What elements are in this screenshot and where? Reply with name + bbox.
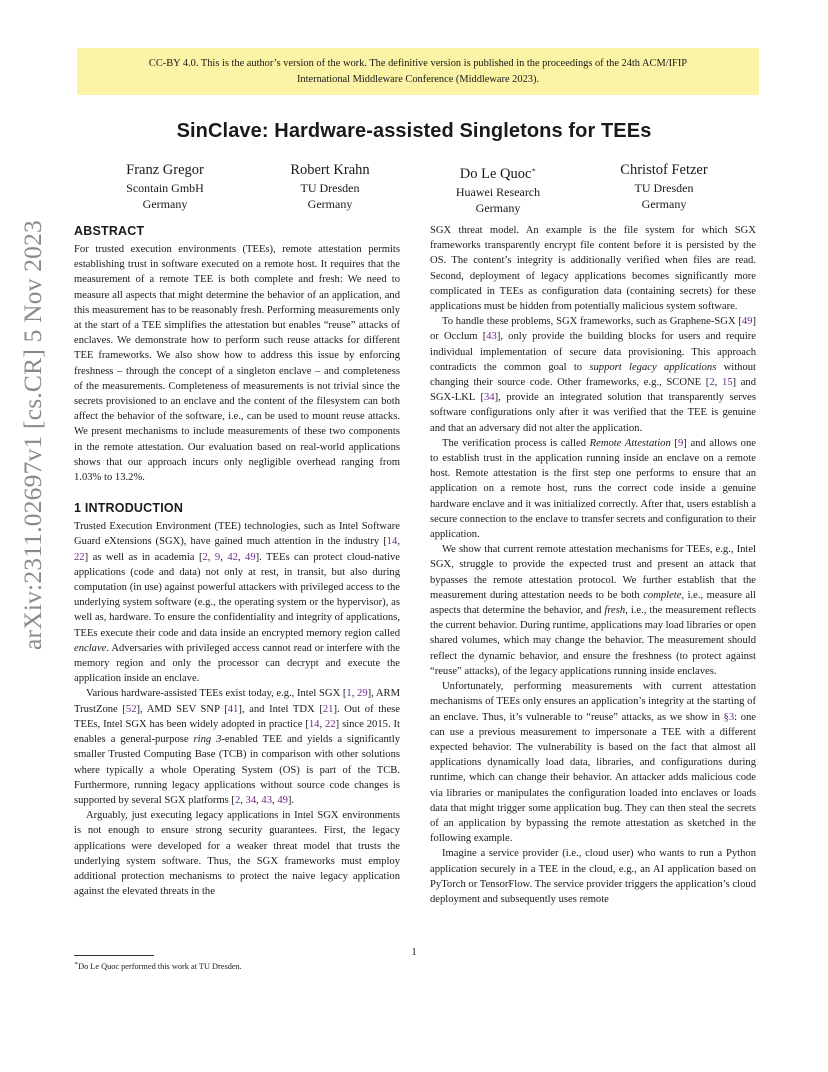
footnote-mark: ∗ [531,166,537,174]
abstract-text: For trusted execution environments (TEEs), remote attestation permits establishing trust in software executed on a remote host. It requires that the measurement of a remote TEE is both complete and fresh: We need to measure all aspects that might determine the behavior of an application, and this measurement has to be reasonably fresh. Performing measurements only at the start of a TEE simplifies the attestation but enables “reuse” attacks of enclaves. We demonstrate how to perform such reuse attacks for different TEE frameworks. We also show how to address this issue by enforcing freshness – through the concept of a singleton enclave – and completeness of the measurements. Completeness of measurements is not trivial since the secrets provisioned to an enclave and the content of the filesystem can both affect the behavior of the software, i.e., can be used to mount reuse attacks. We present mechanisms to include measurements of these two components in the remote attestation. Our evaluation based on real-world applications shows that our approach incurs only negligible overhead ranging from 1.03% to 13.2%. [74,244,400,484]
license-banner [77,48,759,95]
emphasis-text: Remote Attestation [589,437,671,449]
author-country: Germany [142,197,188,211]
author-country: Germany [475,200,521,215]
abstract-heading: ABSTRACT [74,224,145,238]
citation-link[interactable]: 41 [227,703,239,715]
left-column [74,223,400,899]
license-line-1: CC-BY 4.0. This is the author’s version of the work. The definitive version is published in the proceedings of the 24th ACM/IFIP [148,58,688,69]
emphasis-text: support legacy applications [589,361,717,373]
intro-paragraph-2: Various hardware-assisted TEEs exist today, e.g., Intel SGX [1, 29], ARM TrustZone [52], AMD SEV SNP [41], and Intel TDX [21]. Out of these TEEs, Intel SGX has been widely adopted in practice [14, 22] since 2015. It enables a general-purpose ring 3-enabled TEE and yields a significantly smaller Trusted Computing Base (TCB) in comparison with other solutions where typically a whole Operating System (OS) is part of the TCB. Furthermore, running legacy applications without source code changes is supported by several SGX platforms [2, 34, 43, 49]. [74,688,401,806]
citation-link[interactable]: 21 [322,703,334,715]
citation-link[interactable]: 29 [357,688,368,700]
citation-link[interactable]: 9 [214,551,221,563]
footnote [74,960,242,971]
right-column [430,223,756,907]
paper-title: SinClave: Hardware-assisted Singletons for TEEs [176,120,652,142]
right-paragraph-6: Imagine a service provider (i.e., cloud user) who wants to run a Python application securely in a TEE in the cloud, e.g., an AI application based on PyTorch or TensorFlow. The service provider triggers the application’s cloud deployment and subsequently uses remote [430,848,756,905]
citation-link[interactable]: 43 [261,794,273,806]
citation-link[interactable]: 42 [227,551,238,563]
citation-link[interactable]: 49 [245,551,256,563]
citation-link[interactable]: 14 [308,718,320,730]
citation-link[interactable]: 49 [741,316,753,328]
intro-paragraph-3: Arguably, just executing legacy applications in Intel SGX environments is not enough to ensure strong security guarantees. First, the legacy applications were developed for a weaker threat model that trusts the underlying system software. Thus, the SGX frameworks must employ additional protection mechanisms to protect the naive legacy application against the elevated threats in the [74,810,400,898]
citation-link[interactable]: 9 [677,437,684,449]
footnote-mark: ∗ [74,961,79,967]
author-affiliation: TU Dresden [300,181,360,195]
author-3 [413,161,583,216]
citation-link[interactable]: 43 [486,331,497,343]
author-country: Germany [307,197,353,211]
author-affiliation: TU Dresden [634,181,694,195]
citation-link[interactable]: §3 [723,711,735,723]
emphasis-text: ring 3 [193,734,222,746]
author-name: Robert Krahn [290,162,370,178]
citation-link[interactable]: 2 [202,551,208,563]
author-country: Germany [641,197,687,211]
introduction-heading: 1 INTRODUCTION [74,501,184,516]
citation-link[interactable]: 34 [245,794,257,806]
author-name: Do Le Quoc∗ [459,165,537,182]
citation-link[interactable]: 2 [234,794,241,806]
right-paragraph-4: We show that current remote attestation mechanisms for TEEs, e.g., Intel SGX, struggle to provide the expected trust and present an attack that bypasses the remote attestation protocol. We further establish that the measurement during attestation needs to be both complete, i.e., measure all aspects that determine the behavior, and fresh, i.e., the measurement reflects the current behavior. During runtime, applications may load libraries or open shared volumes, which may change the behavior. The measurement should reflect the dynamic behavior, and ensure the freshness (to protect against “reuse” attacks), of the legacy applications running inside enclaves. [430,544,757,677]
license-line-2: International Middleware Conference (Middleware 2023). [296,73,540,85]
author-affiliation: Scontain GmbH [126,181,204,195]
citation-link[interactable]: 14 [386,536,398,548]
right-paragraph-2: To handle these problems, SGX frameworks, such as Graphene-SGX [49] or Occlum [43], only provide the building blocks for users and require individual implementation of secure data provisioning. This approach contradicts the common goal to support legacy applications without changing their source code. Other frameworks, e.g., SCONE [2, 15] and SGX-LKL [34], provide an integrated solution that transparently serves software configurations only after it was verified that the TEE is genuine and that an adversary did not alter the application. [430,316,757,434]
arxiv-identifier[interactable]: arXiv:2311.02697v1 [cs.CR] 5 Nov 2023 [18,219,47,650]
author-4 [579,161,749,212]
author-name: Franz Gregor [126,162,204,178]
citation-link[interactable]: 22 [325,718,336,730]
page-number: 1 [411,947,417,958]
intro-paragraph-1: Trusted Execution Environment (TEE) technologies, such as Intel Software Guard eXtensions (SGX), have gained much attention in the industry [14, 22] as well as in academia [2, 9, 42, 49]. TEEs can protect cloud-native applications (code and data) not only at rest, in transit, but also during computation (in use) against powerful attackers with privileged access to the underlying system software (e.g., the operating system or the hypervisor), as well as, hardware. To ensure the confidentiality and integrity of applications, TEEs execute their code and data inside an encrypted memory region called enclave. Adversaries with privileged access cannot read or interfere with the memory region and only the processor can decrypt and execute the application inside an enclave. [74,521,401,685]
citation-link[interactable]: 15 [721,377,733,389]
citation-link[interactable]: 2 [709,377,715,389]
emphasis-text: complete [643,589,682,601]
citation-link[interactable]: 22 [74,551,85,563]
footnote-text: Do Le Quoc performed this work at TU Dresden. [78,961,242,971]
citation-link[interactable]: 34 [483,392,495,404]
author-affiliation: Huawei Research [455,184,541,199]
citation-link[interactable]: 52 [125,703,137,715]
author-name: Christof Fetzer [620,162,708,178]
emphasis-text: enclave [74,642,107,654]
right-paragraph-1: SGX threat model. An example is the file system for which SGX frameworks transparently encrypt file content before it is persisted by the OS. The content’s integrity is additionally verified when files are read. Second, deployment of legacy applications becomes significantly more complicated in TEEs as configuration data (containing secrets) for these applications must be hidden from potentially malicious system software. [430,225,756,313]
right-paragraph-5: Unfortunately, performing measurements with current attestation mechanisms of TEEs only ensures an application’s integrity at the starting of an enclave. Thus, it’s vulnerable to “reuse” attacks, as we show in §3: one can use a previous measurement to impersonate a TEE with a different expected behavior. The vulnerability is based on the fact that almost all applications dynamically load data, libraries, and configurations during runtime, which can change their behavior. An attacker adds malicious code via libraries or manipulates the configuration loaded into enclaves or loads data that might trigger some application bug. They can then steal the secrets of an application by bypassing the remote attestation as sketched in the following example. [430,681,756,845]
right-paragraph-3: The verification process is called Remote Attestation [9] and allows one to establish trust in the application running inside an enclave on a remote host. Remote attestation is the first step one performs to ensure that an application on a remote host, runs the correct code inside a genuine hardware enclave and it was initialized correctly. After that, users establish a secure connection to the enclave to transfer secrets and configuration to their application. [430,437,756,541]
citation-link[interactable]: 1 [346,688,352,700]
author-1 [80,161,250,212]
citation-link[interactable]: 49 [277,794,288,806]
emphasis-text: fresh [604,605,626,617]
author-2 [245,161,415,212]
